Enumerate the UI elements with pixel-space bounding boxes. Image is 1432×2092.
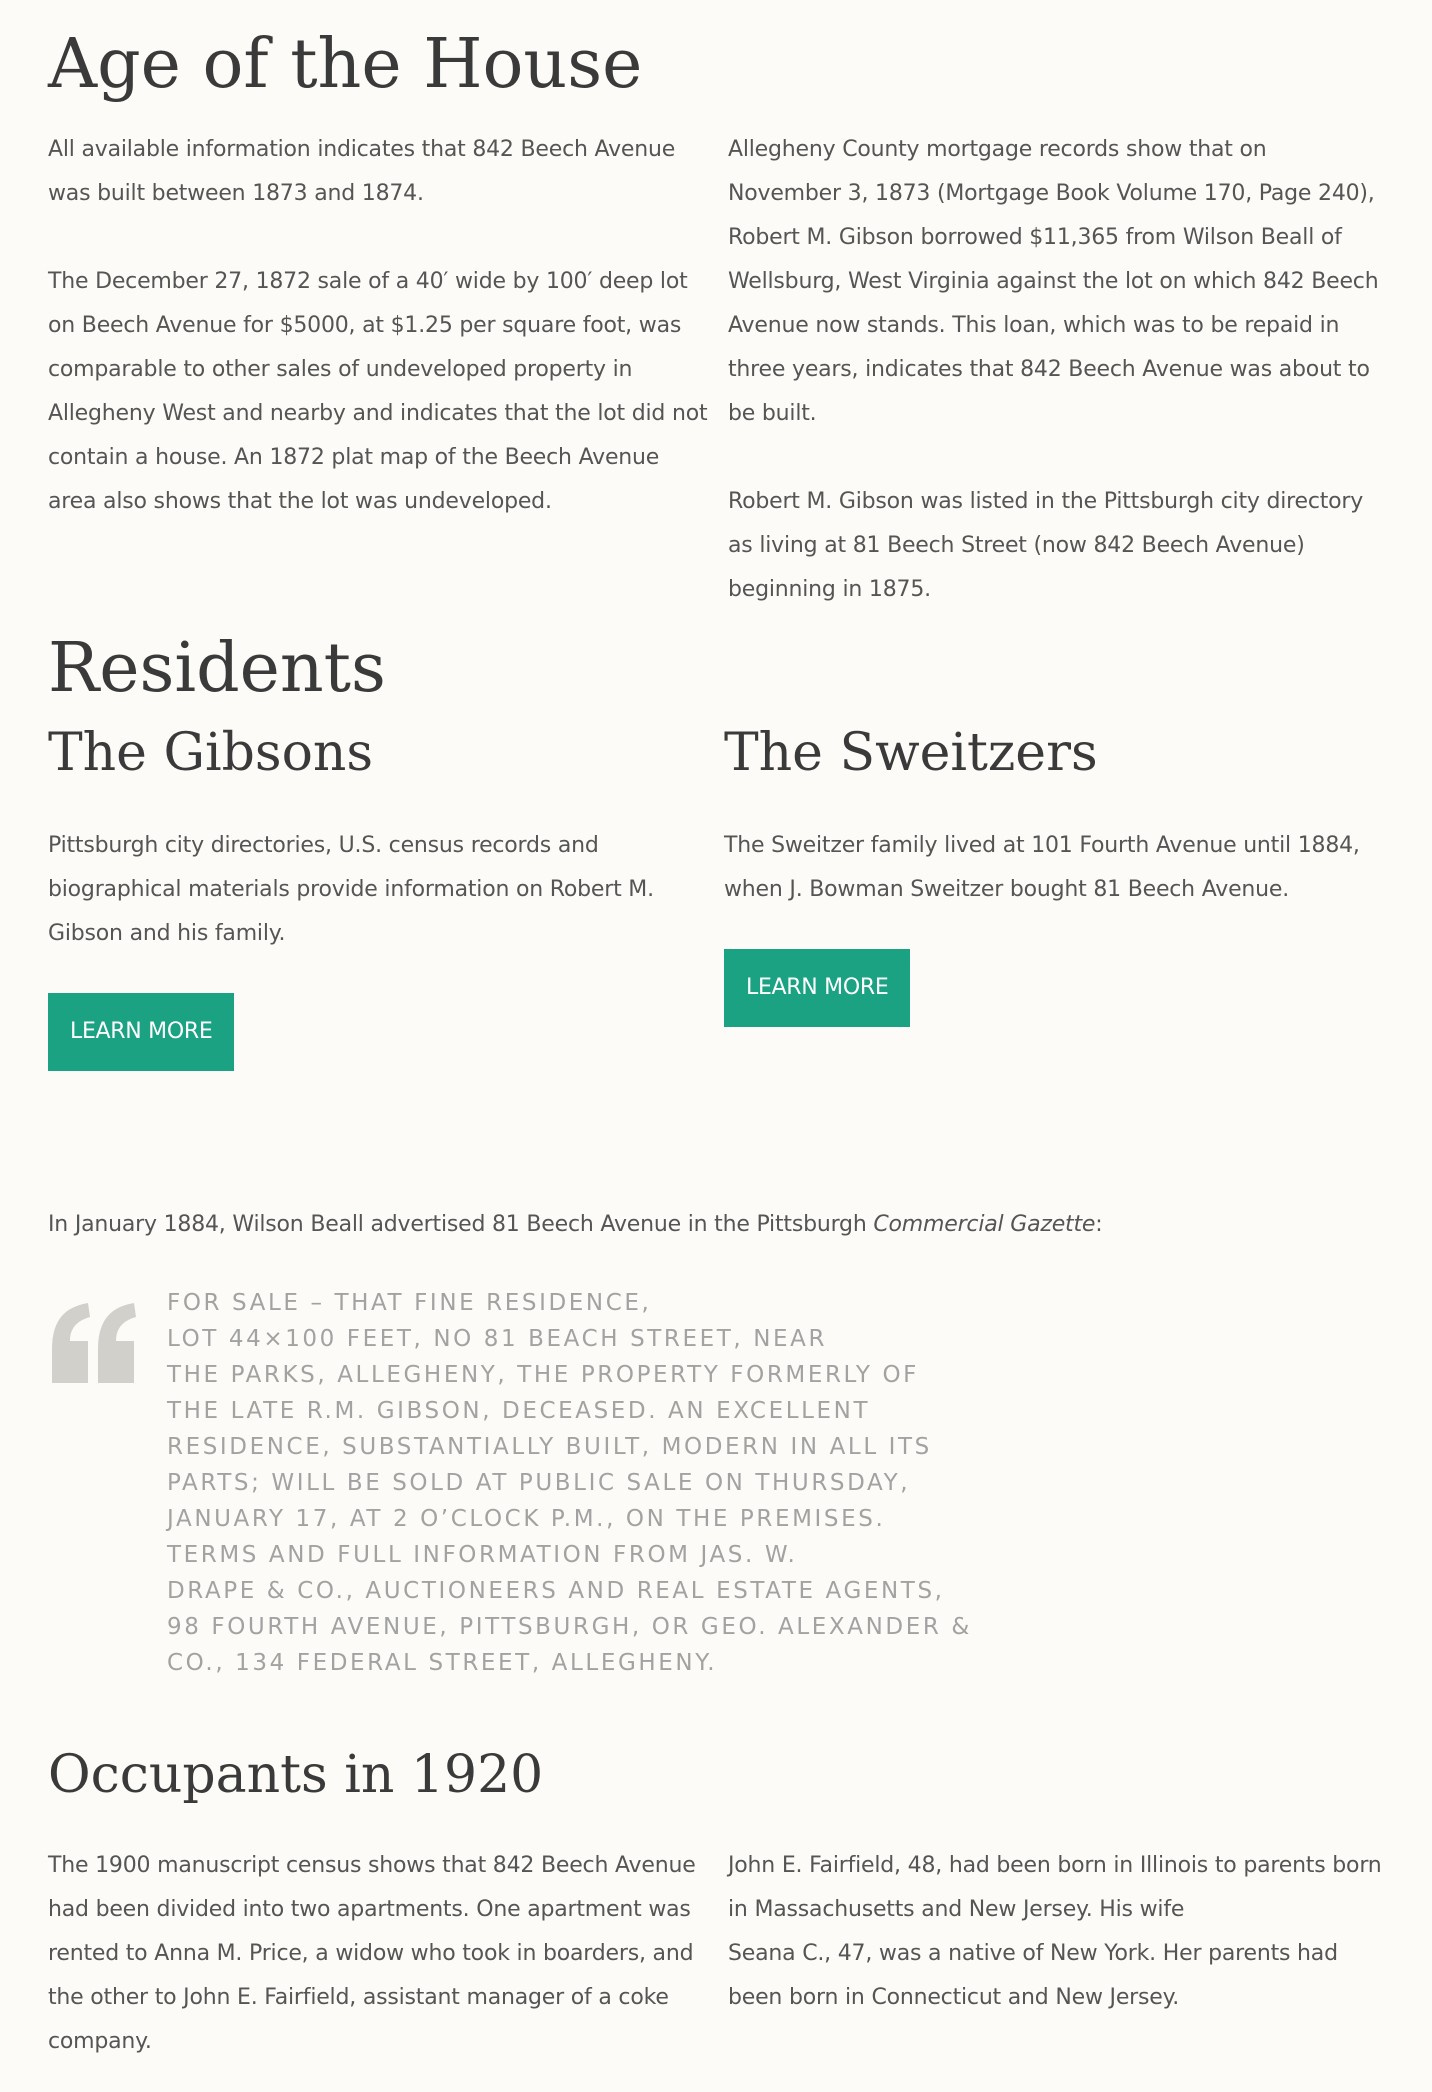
- occupants-columns: [48, 1844, 1384, 2064]
- quote-line: 98 FOURTH AVENUE, PITTSBURGH, OR GEO. ALEXANDER &: [167, 1614, 972, 1640]
- advert-blockquote: [48, 1285, 1384, 1681]
- quote-line: LOT 44×100 FEET, NO 81 BEACH STREET, NEAR: [167, 1326, 828, 1352]
- age-title: Age of the House: [48, 25, 643, 104]
- gibsons-column: [48, 724, 708, 1071]
- sweitzers-column: [724, 724, 1384, 1071]
- occupants-right-line: John E. Fairfield, 48, had been born in Illinois to parents born in Massachusetts and New Jersey. His wife: [728, 1852, 1382, 1922]
- quote-line: THE LATE R.M. GIBSON, DECEASED. AN EXCELLENT: [167, 1398, 871, 1424]
- age-paragraph: Robert M. Gibson was listed in the Pittsburgh city directory as living at 81 Beech Street (now 842 Beech Avenue) beginning in 1875.: [728, 489, 1364, 603]
- age-columns: [48, 128, 1384, 612]
- gibsons-title: The Gibsons: [48, 723, 374, 784]
- occupants-right-column: [728, 1844, 1384, 2064]
- advert-intro: [48, 1203, 1384, 1247]
- sweitzers-text: The Sweitzer family lived at 101 Fourth Avenue until 1884, when J. Bowman Sweitzer bought 81 Beech Avenue.: [724, 832, 1360, 902]
- quote-line: FOR SALE – THAT FINE RESIDENCE,: [167, 1290, 652, 1316]
- sweitzers-learn-more-button[interactable]: LEARN MORE: [724, 949, 910, 1027]
- quote-line: RESIDENCE, SUBSTANTIALLY BUILT, MODERN IN ALL ITS: [167, 1434, 932, 1460]
- age-section: [48, 26, 1384, 612]
- gibsons-learn-more-button[interactable]: LEARN MORE: [48, 993, 234, 1071]
- advert-section: [48, 1203, 1384, 1681]
- quote-line: TERMS AND FULL INFORMATION FROM JAS. W.: [167, 1542, 798, 1568]
- sweitzers-title: The Sweitzers: [724, 723, 1098, 784]
- occupants-section: [48, 1746, 1384, 2064]
- quote-line: DRAPE & CO., AUCTIONEERS AND REAL ESTATE AGENTS,: [167, 1578, 945, 1604]
- age-paragraph: All available information indicates that 842 Beech Avenue was built between 1873 and 1874.: [48, 137, 676, 207]
- quote-line: JANUARY 17, AT 2 O’CLOCK P.M., ON THE PREMISES.: [167, 1506, 886, 1532]
- quote-line: PARTS; WILL BE SOLD AT PUBLIC SALE ON THURSDAY,: [167, 1470, 911, 1496]
- occupants-left-column: [48, 1844, 708, 2064]
- quote-icon: [48, 1303, 138, 1383]
- age-paragraph: Allegheny County mortgage records show that on November 3, 1873 (Mortgage Book Volume 170, Page 240), Robert M. Gibson borrowed $11,365 from Wilson Beall of Wellsburg, West Virginia against the lot on which 842 Beech Avenue now stands. This loan, which was to be repaid in three years, indicates that 842 Beech Avenue was about to be built.: [728, 137, 1379, 427]
- occupants-title: Occupants in 1920: [48, 1745, 544, 1805]
- residents-section: [48, 630, 1384, 1071]
- occupants-right-line: Seana C., 47, was a native of New York. Her parents had been born in Connecticut and New Jersey.: [728, 1940, 1338, 2010]
- residents-columns: [48, 724, 1384, 1071]
- advert-quote-text: [167, 1285, 997, 1681]
- advert-intro-text: In January 1884, Wilson Beall advertised 81 Beech Avenue in the Pittsburgh: [48, 1212, 874, 1237]
- occupants-left-text: The 1900 manuscript census shows that 842 Beech Avenue had been divided into two apartments. One apartment was rented to Anna M. Price, a widow who took in boarders, and the other to John E. Fairfield, assistant manager of a coke company.: [48, 1852, 696, 2054]
- age-right-column: [728, 128, 1384, 612]
- age-left-column: [48, 128, 708, 612]
- newspaper-title: Commercial Gazette: [873, 1212, 1096, 1237]
- gibsons-text: Pittsburgh city directories, U.S. census records and biographical materials provide information on Robert M. Gibson and his family.: [48, 832, 654, 946]
- quote-line: CO., 134 FEDERAL STREET, ALLEGHENY.: [167, 1650, 718, 1676]
- occupants-right-text: [728, 1844, 1384, 2020]
- age-paragraph: The December 27, 1872 sale of a 40′ wide by 100′ deep lot on Beech Avenue for $5000, at $1.25 per square foot, was comparable to other sales of undeveloped property in Allegheny West and nearby and indicates that the lot did not contain a house. An 1872 plat map of the Beech Avenue area also shows that the lot was undeveloped.: [48, 269, 708, 515]
- quote-line: THE PARKS, ALLEGHENY, THE PROPERTY FORMERLY OF: [167, 1362, 920, 1388]
- advert-intro-colon: :: [1095, 1212, 1103, 1237]
- residents-title: Residents: [48, 629, 386, 708]
